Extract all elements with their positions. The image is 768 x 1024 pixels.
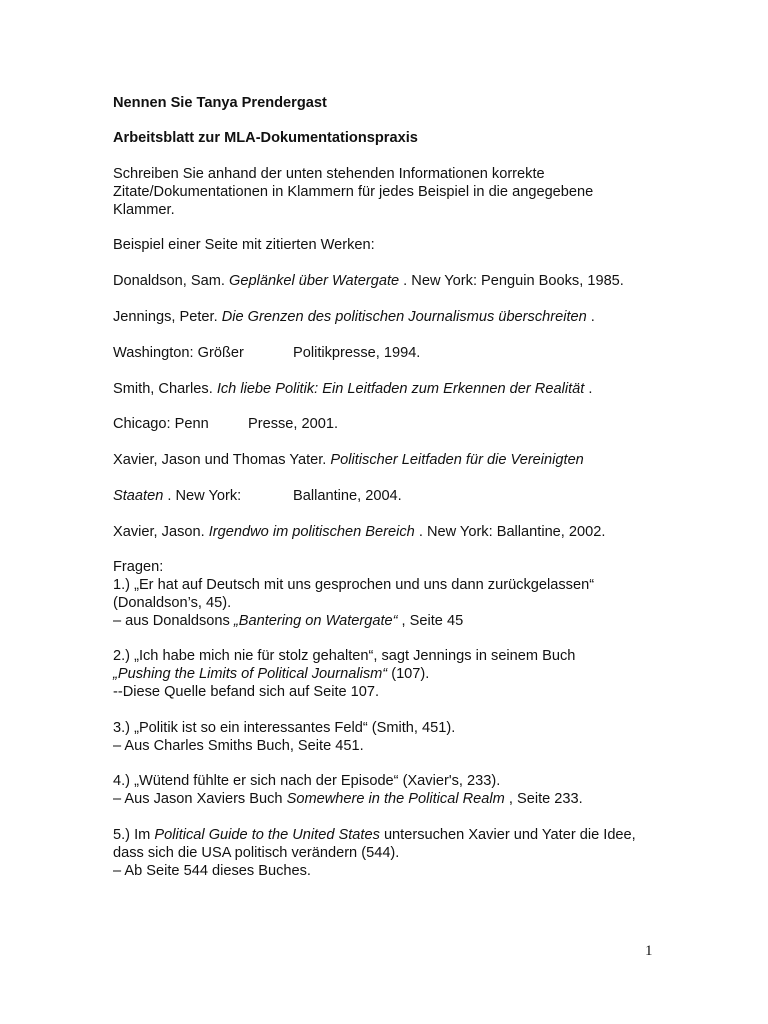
citation-title: Die Grenzen des politischen Journalismus überschreiten [221,309,587,325]
page-number: 1 [645,943,653,959]
citation-xavier-yater-cont [113,487,402,505]
question-5-line-3: – Ab Seite 544 dieses Buches. [113,863,311,879]
citation-title: Ich liebe Politik: Ein Leitfaden zum Erkennen der Realität [216,381,585,397]
question-book-title: Political Guide to the United States [154,827,380,843]
question-text: untersuchen Xavier und Yater die Idee, [379,827,636,843]
question-3-line-1: 3.) „Politik ist so ein interessantes Feld“ (Smith, 451). [113,720,456,736]
citation-xavier [113,523,605,541]
question-4-line-2 [113,790,583,808]
citation-publication: . New York: Penguin Books, 1985. [399,273,624,289]
questions-heading: Fragen: [113,559,164,575]
citation-title: Irgendwo im politischen Bereich [208,524,415,540]
question-text: 5.) Im [113,827,155,843]
name-line: Nennen Sie Tanya Prendergast [113,95,327,111]
question-1-line-3 [113,612,463,630]
citation-place: Washington: Größer [113,345,244,361]
citation-jennings [113,308,595,326]
question-3-line-2: – Aus Charles Smiths Buch, Seite 451. [113,738,364,754]
question-text: , Seite 45 [397,613,464,629]
question-book-title: „Pushing the Limits of Political Journalism“ [113,666,388,682]
citation-author: Jennings, Peter. [113,309,222,325]
citation-smith [113,380,592,398]
citation-author: Donaldson, Sam. [113,273,230,289]
question-5-line-2: dass sich die USA politisch verändern (544). [113,845,400,861]
citation-title: Geplänkel über Watergate [229,273,400,289]
question-1-line-1: 1.) „Er hat auf Deutsch mit uns gesprochen und uns dann zurückgelassen“ [113,577,595,593]
citation-donaldson [113,272,624,290]
citation-publication: . New York: Ballantine, 2002. [414,524,606,540]
citation-place: . New York: [163,488,242,504]
citation-jennings-publisher [113,344,421,362]
citation-smith-publisher [113,415,339,433]
question-text: (107). [387,666,430,682]
citation-author: Smith, Charles. [113,381,217,397]
citation-author: Xavier, Jason. [113,524,209,540]
citation-place: Chicago: Penn [113,416,209,432]
citation-xavier-yater [113,451,584,469]
instructions-line-3: Klammer. [113,202,175,218]
question-text: – Aus Jason Xaviers Buch [113,791,287,807]
question-5-line-1 [113,826,636,844]
question-book-title: „Bantering on Watergate“ [233,613,398,629]
works-cited-heading: Beispiel einer Seite mit zitierten Werken: [113,237,375,253]
question-4-line-1: 4.) „Wütend fühlte er sich nach der Episode“ (Xavier's, 233). [113,773,501,789]
citation-publisher: Politikpresse, 1994. [293,345,421,361]
citation-publication: . [586,309,595,325]
instructions-line-2: Zitate/Dokumentationen in Klammern für jedes Beispiel in die angegebene [113,184,594,200]
question-2-line-1: 2.) „Ich habe mich nie für stolz gehalten“, sagt Jennings in seinem Buch [113,648,576,664]
question-text: – aus Donaldsons [113,613,234,629]
worksheet-title: Arbeitsblatt zur MLA-Dokumentationspraxis [113,130,418,146]
question-2-line-3: --Diese Quelle befand sich auf Seite 107. [113,684,380,700]
citation-publication: . [584,381,593,397]
citation-publisher: Presse, 2001. [248,416,339,432]
question-1-line-2: (Donaldson’s, 45). [113,595,232,611]
instructions-line-1: Schreiben Sie anhand der unten stehenden Informationen korrekte [113,166,545,182]
question-book-title: Somewhere in the Political Realm [286,791,505,807]
question-text: , Seite 233. [504,791,583,807]
citation-title: Politischer Leitfaden für die Vereinigten [330,452,584,468]
citation-title: Staaten [113,488,164,504]
citation-author: Xavier, Jason und Thomas Yater. [113,452,331,468]
question-2-line-2 [113,665,429,683]
citation-publisher: Ballantine, 2004. [293,488,402,504]
